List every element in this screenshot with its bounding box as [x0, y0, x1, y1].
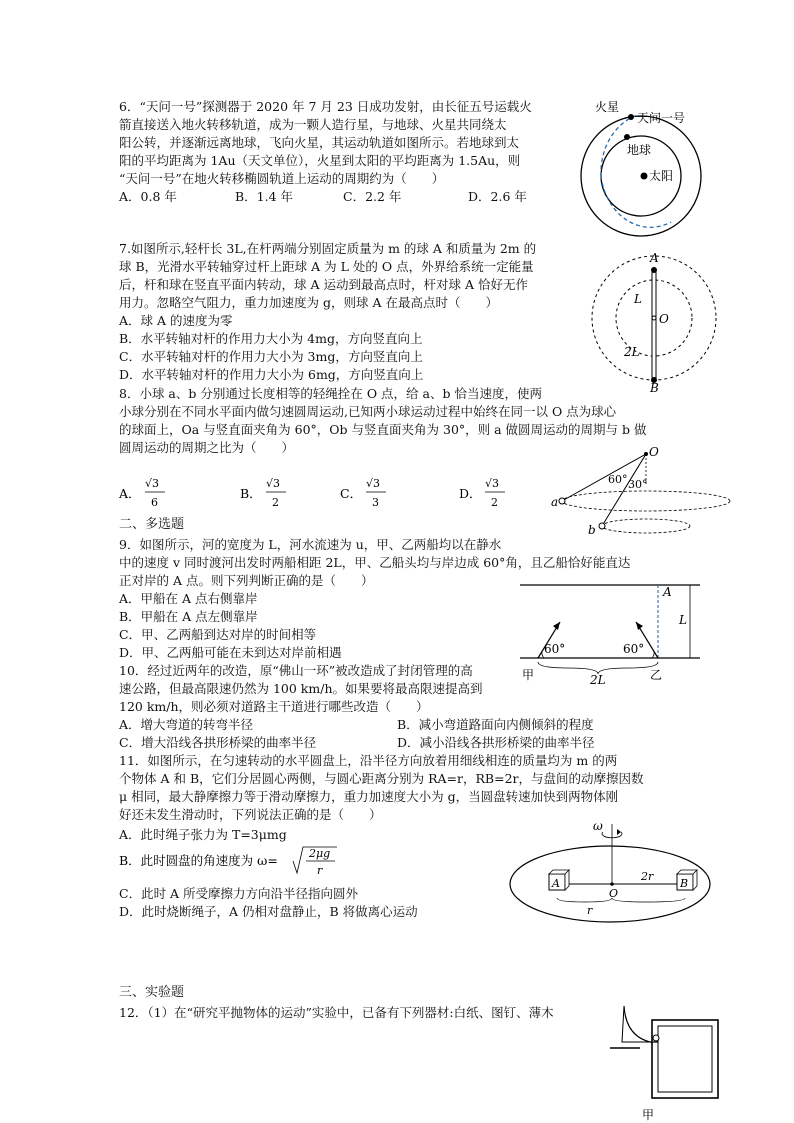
q11-line-2: 个物体 A 和 B，它们分居圆心两侧，与圆心距离分别为 RA=r，RB=2r，与盘间的动摩擦因数 — [119, 771, 644, 786]
svg-text:甲: 甲 — [642, 1108, 655, 1122]
q6-line-5: “天问一号”在地火转移椭圆轨道上运动的周期约为（ ） — [119, 171, 445, 186]
pivot — [652, 316, 656, 320]
q6-option-a: A．0.8 年 — [119, 189, 177, 204]
q11-option-a: A．此时绳子张力为 T=3μmg — [119, 827, 287, 842]
q8-option-d — [459, 474, 529, 514]
svg-text:甲: 甲 — [522, 668, 535, 682]
svg-text:6: 6 — [151, 496, 158, 509]
q6-option-c: C．2.2 年 — [343, 189, 402, 204]
svg-text:L: L — [679, 613, 687, 627]
sun-dot — [641, 173, 648, 180]
q10-line-1: 10．经过近两年的改造，原“佛山一环”被改造成了封闭管理的高 — [119, 663, 473, 678]
svg-text:B: B — [650, 381, 659, 395]
svg-text:a: a — [551, 495, 559, 509]
q10-option-c: C．增大沿线各拱形桥梁的曲率半径 — [119, 735, 317, 750]
q9-option-c: C．甲、乙两船到达对岸的时间相等 — [119, 627, 317, 642]
svg-text:√3: √3 — [145, 477, 160, 490]
q9-option-a: A．甲船在 A 点右侧靠岸 — [119, 591, 258, 606]
q7-line-1: 7.如图所示,轻杆长 3L,在杆两端分别固定质量为 m 的球 A 和质量为 2m 的 — [119, 241, 537, 256]
svg-text:B: B — [680, 877, 689, 890]
q10-line-3: 120 km/h，则必须对道路主干道进行哪些改造（ ） — [119, 699, 429, 714]
svg-text:√3: √3 — [266, 477, 281, 490]
section-2-title: 二、多选题 — [119, 517, 185, 532]
q9-option-b: B．甲船在 A 点左侧靠岸 — [119, 609, 258, 624]
q6-line-1: 6．“天问一号”探测器于 2020 年 7 月 23 日成功发射，由长征五号运载火 — [119, 99, 532, 114]
q7-option-d: D．水平转轴对杆的作用力大小为 6mg，方向竖直向上 — [119, 367, 424, 382]
rod — [652, 270, 656, 380]
svg-text:r: r — [587, 904, 593, 917]
svg-text:b: b — [588, 523, 596, 537]
svg-text:60°: 60° — [608, 473, 628, 486]
svg-text:2L: 2L — [624, 345, 640, 359]
q8-option-c — [340, 474, 410, 514]
q6-orbit-figure — [575, 92, 705, 242]
q9-option-d: D．甲、乙两船可能在未到达对岸前相遇 — [119, 645, 342, 660]
svg-text:√3: √3 — [366, 477, 381, 490]
q11-line-1: 11．如图所示，在匀速转动的水平圆盘上，沿半径方向放着用细线相连的质量均为 m 的两 — [119, 753, 618, 768]
q11-line-4: 好还未发生滑动时，下列说法正确的是（ ） — [119, 807, 382, 822]
q7-line-2: 球 B，光滑水平转轴穿过杆上距球 A 为 L 处的 O 点，外界给系统一定能量 — [119, 259, 534, 274]
mars-dot — [628, 114, 634, 120]
svg-text:D．: D． — [459, 486, 482, 501]
svg-text:60°: 60° — [544, 642, 566, 656]
board — [652, 1020, 718, 1098]
q10-option-d: D．减小沿线各拱形桥梁的曲率半径 — [397, 735, 595, 750]
q8-option-b — [240, 474, 310, 514]
q9-line-1: 9．如图所示，河的宽度为 L，河水流速为 u，甲、乙两船均以在静水 — [119, 537, 502, 552]
q11-line-3: μ 相同，最大静摩擦力等于滑动摩擦力，重力加速度大小为 g，当圆盘转速加快到两物体刚 — [119, 789, 619, 804]
q7-option-b: B．水平转轴对杆的作用力大小为 4mg，方向竖直向上 — [119, 331, 423, 346]
svg-text:30°: 30° — [628, 478, 648, 491]
q8-line-3: 的球面上，Oa 与竖直面夹角为 60°，Ob 与竖直面夹角为 30°，则 a 做圆周运动的周期与 b 做 — [119, 422, 647, 437]
ball-a — [651, 267, 657, 273]
svg-text:O: O — [609, 887, 619, 900]
q6-line-2: 箭直接送入地火转移轨道，成为一颗人造行星，与地球、火星共同绕太 — [119, 117, 507, 132]
mars-label: 火星 — [595, 100, 620, 114]
svg-text:B．此时圆盘的角速度为 ω=: B．此时圆盘的角速度为 ω= — [119, 853, 278, 868]
earth-label: 地球 — [627, 143, 652, 157]
q12-line-1: 12．（1）在“研究平抛物体的运动”实验中，已备有下列器材:白纸、图钉、薄木 — [119, 1005, 554, 1020]
svg-text:2r: 2r — [641, 870, 654, 883]
q6-line-4: 阳的平均距离为 1Au（天文单位），火星到太阳的平均距离为 1.5Au，则 — [119, 153, 521, 168]
orbit-b — [602, 519, 690, 533]
q7-option-a: A．球 A 的速度为零 — [119, 313, 233, 328]
svg-text:O: O — [649, 445, 659, 459]
svg-text:3: 3 — [372, 496, 379, 509]
orbit-a — [562, 491, 730, 511]
svg-text:A．: A． — [119, 486, 141, 501]
q12-apparatus-figure — [610, 1002, 720, 1122]
ball-a — [559, 498, 565, 504]
svg-text:ω: ω — [593, 819, 603, 833]
q8-line-1: 8．小球 a、b 分别通过长度相等的轻绳拴在 O 点，给 a、b 恰当速度，使两 — [119, 386, 542, 401]
earth-dot — [624, 134, 630, 140]
q7-line-3: 后，杆和球在竖直平面内转动，球 A 运动到最高点时，杆对球 A 恰好无作 — [119, 277, 528, 292]
q7-option-c: C．水平转轴对杆的作用力大小为 3mg，方向竖直向上 — [119, 349, 423, 364]
svg-text:A: A — [663, 585, 672, 599]
q11-option-c: C．此时 A 所受摩擦力方向沿半径指向圆外 — [119, 886, 359, 901]
sun-label: 太阳 — [649, 169, 674, 183]
q10-option-a: A．增大弯道的转弯半径 — [119, 717, 254, 732]
q6-option-d: D．2.6 年 — [468, 189, 527, 204]
svg-text:2μg: 2μg — [309, 847, 331, 860]
q7-rod-figure — [592, 248, 712, 393]
q11-option-d: D．此时烧断绳子，A 仍相对盘静止，B 将做离心运动 — [119, 904, 418, 919]
q7-line-4: 用力。忽略空气阻力，重力加速度为 g，则球 A 在最高点时（ ） — [119, 295, 498, 310]
svg-text:2: 2 — [491, 496, 498, 509]
q10-option-b: B．减小弯道路面向内侧倾斜的程度 — [397, 717, 594, 732]
q8-option-a — [119, 474, 189, 514]
q8-cone-figure — [548, 446, 718, 546]
svg-text:r: r — [317, 864, 323, 877]
q9-line-3: 正对岸的 A 点。则下列判断正确的是（ ） — [119, 573, 374, 588]
svg-text:O: O — [659, 312, 669, 326]
svg-text:A: A — [552, 877, 560, 890]
q8-line-2: 小球分别在不同水平面内做匀速圆周运动,已知两小球运动过程中始终在同一以 O 点为球心 — [119, 404, 617, 419]
q10-line-2: 速公路，但最高限速仍然为 100 km/h。如果要将最高限速提高到 — [119, 681, 483, 696]
svg-text:A: A — [650, 251, 659, 265]
svg-text:C．: C． — [340, 486, 363, 501]
section-3-title: 三、实验题 — [119, 985, 185, 1000]
q6-line-3: 阳公转，并逐渐远离地球，飞向火星，其运动轨道如图所示。若地球到太 — [119, 135, 520, 150]
q9-line-2: 中的速度 v 同时渡河出发时两船相距 2L，甲、乙船头均与岸边成 60°角，且乙船恰好能直达 — [119, 555, 631, 570]
ball-b — [599, 523, 605, 529]
svg-text:60°: 60° — [623, 642, 645, 656]
q6-option-b: B．1.4 年 — [235, 189, 294, 204]
q11-disc-figure — [505, 818, 715, 928]
ball — [653, 1035, 659, 1041]
q11-option-b — [119, 843, 379, 883]
probe-label: 天问一号 — [637, 111, 686, 125]
svg-text:乙: 乙 — [650, 668, 663, 682]
q9-river-figure — [520, 580, 705, 685]
svg-text:2: 2 — [272, 496, 279, 509]
svg-text:√3: √3 — [485, 477, 500, 490]
svg-text:B．: B． — [240, 486, 262, 501]
svg-text:2L: 2L — [590, 673, 606, 687]
svg-text:L: L — [634, 292, 642, 306]
q8-line-4: 圆周运动的周期之比为（ ） — [119, 440, 295, 455]
